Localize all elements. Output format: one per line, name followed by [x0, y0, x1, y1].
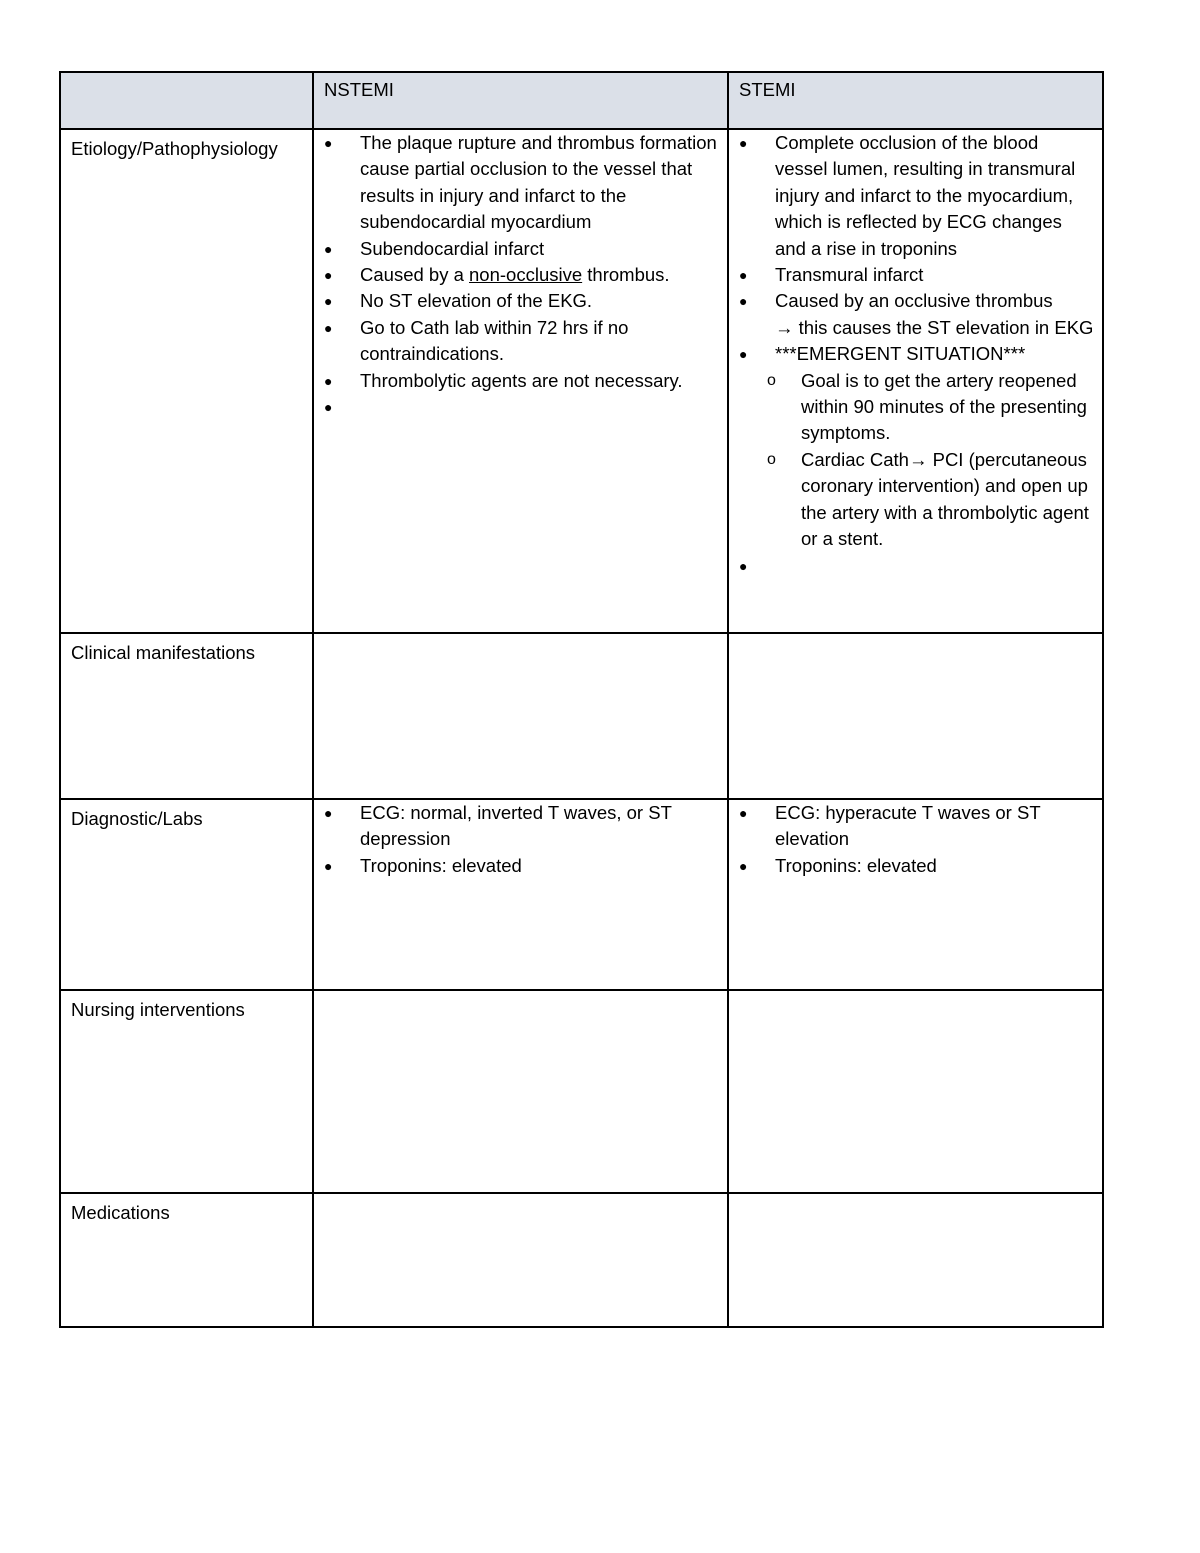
- sub-list-item-text: Cardiac Cath: [801, 448, 909, 470]
- list-item-text: ECG: hyperacute T waves or ST elevation: [775, 802, 1041, 850]
- row-medications: [60, 1193, 1103, 1327]
- list-item: [324, 853, 719, 879]
- arrow-icon: →: [908, 448, 928, 470]
- medications-stemi-cell: [728, 1193, 1103, 1327]
- header-stemi: STEMI: [739, 79, 796, 100]
- bullet-icon: ●: [324, 372, 333, 389]
- bullet-icon: ●: [739, 135, 748, 151]
- list-item-text: this causes the ST elevation in EKG: [798, 316, 1094, 338]
- etiology-label-cell: [60, 129, 313, 633]
- bullet-icon: ●: [739, 293, 748, 310]
- header-row: [60, 72, 1103, 129]
- clinical-stemi-text: [729, 634, 1102, 640]
- bullet-icon: ●: [324, 240, 333, 257]
- list-item: [739, 130, 1094, 262]
- list-item: [324, 262, 719, 288]
- list-item: [739, 553, 1094, 579]
- sub-list-item-text: PCI (percutaneous coronary intervention) and open up the artery with a thrombolytic agent or a stent.: [801, 448, 1089, 550]
- arrow-icon: →: [775, 316, 794, 338]
- etiology-stemi-cell: [728, 129, 1103, 633]
- row-clinical: [60, 633, 1103, 799]
- diagnostic-stemi-list: [729, 800, 1102, 879]
- medications-nstemi-text: [314, 1194, 727, 1200]
- clinical-nstemi-text: [314, 634, 727, 640]
- etiology-stemi-list: [729, 130, 1102, 579]
- list-item: [324, 130, 719, 236]
- bullet-icon: ●: [324, 293, 333, 310]
- clinical-label-cell: [60, 633, 313, 799]
- sub-bullet-icon: o: [767, 371, 776, 389]
- row-label-etiology: Etiology/Pathophysiology: [71, 138, 278, 159]
- nursing-stemi-text: [729, 991, 1102, 997]
- header-nstemi: NSTEMI: [324, 79, 394, 100]
- header-stemi-cell: [728, 72, 1103, 129]
- caused-by-post: thrombus.: [582, 264, 670, 286]
- bullet-icon: ●: [324, 319, 333, 336]
- list-item-text: Transmural infarct: [775, 264, 924, 286]
- clinical-nstemi-cell: [313, 633, 728, 799]
- medications-stemi-text: [729, 1194, 1102, 1200]
- comparison-table: [59, 71, 1104, 1328]
- row-label-diagnostic: Diagnostic/Labs: [71, 808, 203, 829]
- bullet-icon: ●: [739, 857, 748, 874]
- caused-by-underlined: non-occlusive: [469, 264, 583, 286]
- bullet-icon: ●: [739, 267, 748, 284]
- emergent-sublist: [767, 368, 1094, 553]
- list-item: [324, 394, 719, 420]
- header-blank-cell: [60, 72, 313, 129]
- clinical-stemi-cell: [728, 633, 1103, 799]
- header-nstemi-cell: [313, 72, 728, 129]
- nursing-label-cell: [60, 990, 313, 1193]
- sub-list-item: [767, 368, 1094, 447]
- list-item-text: No ST elevation of the EKG.: [360, 290, 593, 312]
- list-item-text: Thrombolytic agents are not necessary.: [360, 369, 683, 391]
- list-item-text: The plaque rupture and thrombus formation cause partial occlusion to the vessel that results in injury and infarct to the subendocardial myocardium: [360, 132, 717, 233]
- etiology-nstemi-cell: [313, 129, 728, 633]
- sub-list-item-text: Goal is to get the artery reopened within 90 minutes of the presenting symptoms.: [801, 369, 1087, 444]
- row-label-nursing: Nursing interventions: [71, 999, 245, 1020]
- medications-nstemi-cell: [313, 1193, 728, 1327]
- list-item-text: Subendocardial infarct: [360, 237, 545, 259]
- bullet-icon: ●: [324, 399, 333, 416]
- list-item: [324, 800, 719, 853]
- nursing-stemi-cell: [728, 990, 1103, 1193]
- list-item-text: Go to Cath lab within 72 hrs if no contraindications.: [360, 316, 629, 365]
- diagnostic-stemi-cell: [728, 799, 1103, 990]
- list-item-text: Caused by an occlusive thrombus: [775, 290, 1053, 312]
- list-item-text: Complete occlusion of the blood vessel lumen, resulting in transmural injury and infarct to the myocardium, which is reflected by ECG changes and a rise in troponins: [775, 132, 1076, 259]
- list-item: [739, 262, 1094, 288]
- list-item: [324, 315, 719, 368]
- list-item: [324, 288, 719, 314]
- row-label-medications: Medications: [71, 1202, 170, 1223]
- list-item-text: ECG: normal, inverted T waves, or ST depression: [360, 802, 672, 850]
- bullet-icon: ●: [739, 805, 748, 821]
- diagnostic-label-cell: [60, 799, 313, 990]
- list-item: [324, 368, 719, 394]
- medications-label-cell: [60, 1193, 313, 1327]
- diagnostic-nstemi-list: [314, 800, 727, 879]
- row-diagnostic: [60, 799, 1103, 990]
- list-item: [739, 288, 1094, 341]
- list-item-text: ***EMERGENT SITUATION***: [775, 343, 1026, 365]
- bullet-icon: ●: [324, 135, 333, 151]
- bullet-icon: ●: [324, 857, 333, 874]
- list-item: [739, 341, 1094, 552]
- list-item: [739, 800, 1094, 853]
- diagnostic-nstemi-cell: [313, 799, 728, 990]
- row-nursing: [60, 990, 1103, 1193]
- list-item: [739, 853, 1094, 879]
- sub-bullet-icon: o: [767, 450, 776, 468]
- list-item-text: Troponins: elevated: [360, 854, 522, 876]
- bullet-icon: ●: [739, 346, 748, 363]
- sub-list-item: [767, 447, 1094, 553]
- bullet-icon: ●: [739, 557, 748, 574]
- row-label-clinical: Clinical manifestations: [71, 642, 256, 663]
- nursing-nstemi-text: [314, 991, 727, 997]
- bullet-icon: ●: [324, 805, 333, 821]
- nursing-nstemi-cell: [313, 990, 728, 1193]
- list-item-text: Troponins: elevated: [775, 854, 937, 876]
- etiology-nstemi-list: [314, 130, 727, 420]
- caused-by-pre: Caused by a: [360, 264, 470, 286]
- bullet-icon: ●: [324, 267, 333, 284]
- list-item: [324, 236, 719, 262]
- header-blank: [61, 73, 312, 77]
- row-etiology: [60, 129, 1103, 633]
